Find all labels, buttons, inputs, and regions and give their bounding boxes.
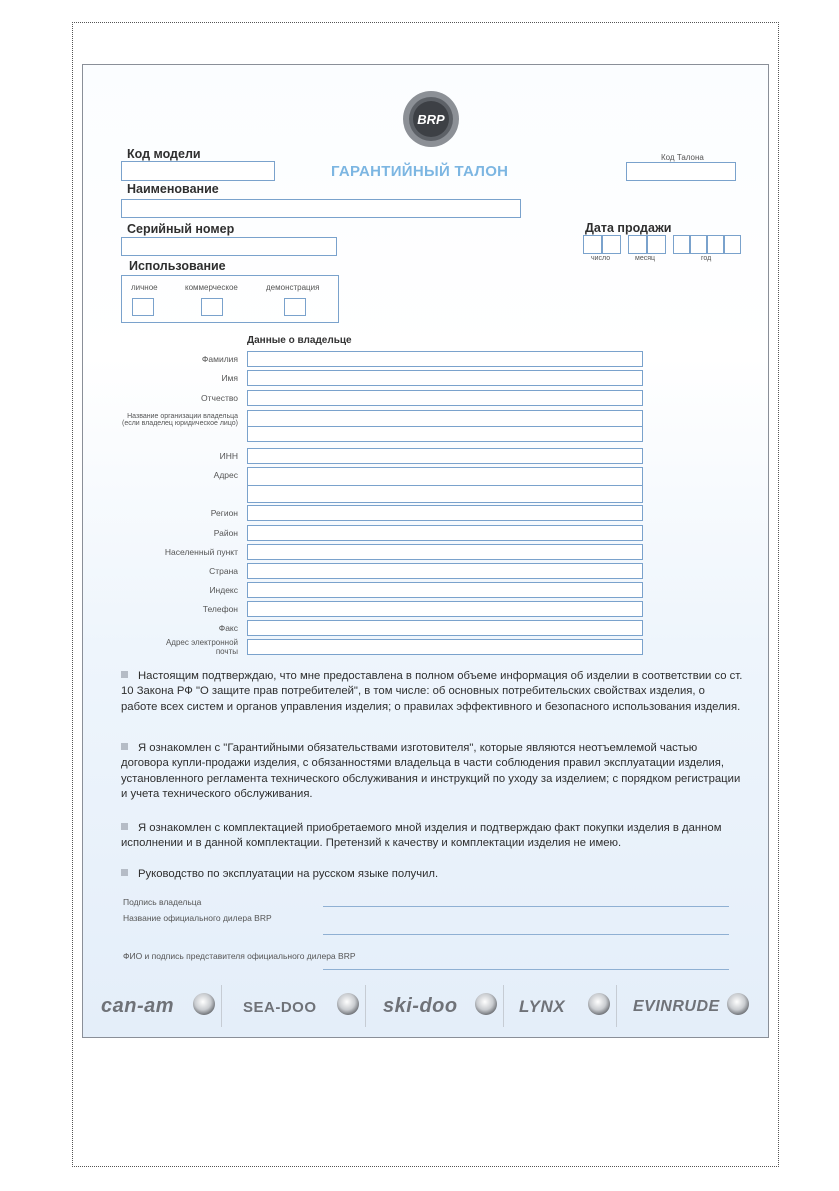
dealer-name-line[interactable] bbox=[323, 934, 729, 935]
serial-field[interactable] bbox=[121, 237, 337, 256]
brand-divider bbox=[365, 985, 366, 1027]
dealer-name-label: Название официального дилера BRP bbox=[123, 913, 272, 923]
region-label: Регион bbox=[210, 508, 238, 518]
owner-heading: Данные о владельце bbox=[247, 335, 352, 346]
coupon-code-field[interactable] bbox=[626, 162, 736, 181]
brand-divider bbox=[221, 985, 222, 1027]
org-field-divider bbox=[247, 426, 643, 427]
owner-signature-label: Подпись владельца bbox=[123, 897, 202, 907]
coupon-code-label: Код Талона bbox=[661, 153, 704, 162]
name-label: Наименование bbox=[127, 182, 219, 196]
statement-3 bbox=[121, 821, 743, 852]
region-field[interactable] bbox=[247, 505, 643, 521]
zip-field[interactable] bbox=[247, 582, 643, 598]
brp-logo-text: BRP bbox=[417, 112, 445, 127]
page-title: ГАРАНТИЙНЫЙ ТАЛОН bbox=[331, 163, 509, 180]
usage-commercial-checkbox[interactable] bbox=[201, 298, 223, 316]
model-code-field[interactable] bbox=[121, 161, 275, 181]
usage-personal-label: личное bbox=[131, 283, 158, 292]
day-digit-1[interactable] bbox=[583, 235, 602, 254]
fax-field[interactable] bbox=[247, 620, 643, 636]
first-name-label: Имя bbox=[221, 373, 238, 383]
statement-2-text: Я ознакомлен с "Гарантийными обязательствами изготовителя", которые являются неотъемлемой частью договора купли-продажи изделия, с обязанностями владельца в части соблюдения правил эксплуатации изделия, установленного регламента технического обслуживания и инструкций по уходу за изделием; с порядком регистрации и учета технического обслуживания. bbox=[121, 742, 741, 801]
serial-label: Серийный номер bbox=[127, 222, 235, 236]
day-caption: число bbox=[591, 255, 611, 262]
brand-ski-doo: ski-doo bbox=[383, 995, 458, 1017]
locality-label: Населенный пункт bbox=[164, 547, 238, 557]
phone-label: Телефон bbox=[202, 604, 238, 614]
brp-gear-icon bbox=[727, 993, 749, 1015]
country-field[interactable] bbox=[247, 563, 643, 579]
month-digit-2[interactable] bbox=[647, 235, 666, 254]
name-field[interactable] bbox=[121, 199, 521, 218]
statement-1-text: Настоящим подтверждаю, что мне предоставлена в полном объеме информация об изделии в соответствии со ст. 10 Закона РФ "О защите прав потребителей", в том числе: об основных потребительских свойствах изделия, о работе всех систем и органов управления изделия; о правилах эффективного и безопасного использования изделия. bbox=[121, 670, 743, 713]
year-digit-4[interactable] bbox=[724, 235, 741, 254]
statement-4-text: Руководство по эксплуатации на русском языке получил. bbox=[138, 868, 439, 880]
org-name-label: Название организации владельца (если владелец юридическое лицо) bbox=[122, 413, 238, 427]
address-field-divider bbox=[247, 485, 643, 486]
year-digit-2[interactable] bbox=[690, 235, 707, 254]
email-label: Адрес электронной почты bbox=[165, 638, 238, 656]
year-digit-3[interactable] bbox=[707, 235, 724, 254]
district-label: Район bbox=[213, 528, 238, 538]
surname-label: Фамилия bbox=[201, 354, 238, 364]
usage-label: Использование bbox=[129, 259, 226, 273]
year-caption: год bbox=[701, 255, 712, 262]
district-field[interactable] bbox=[247, 525, 643, 541]
fax-label: Факс bbox=[218, 623, 238, 633]
bullet-icon bbox=[121, 671, 128, 678]
brand-can-am: can-am bbox=[101, 995, 175, 1017]
bullet-icon bbox=[121, 743, 128, 750]
brand-divider bbox=[503, 985, 504, 1027]
patronymic-field[interactable] bbox=[247, 390, 643, 406]
model-code-label: Код модели bbox=[127, 147, 201, 161]
day-digit-2[interactable] bbox=[602, 235, 621, 254]
brand-sea-doo: SEA-DOO bbox=[243, 999, 317, 1016]
statement-1 bbox=[121, 669, 743, 715]
usage-commercial-label: коммерческое bbox=[185, 283, 238, 292]
brp-logo bbox=[401, 89, 461, 149]
warranty-card bbox=[82, 64, 769, 1038]
month-caption: месяц bbox=[635, 255, 656, 262]
country-label: Страна bbox=[209, 566, 238, 576]
owner-signature-line[interactable] bbox=[323, 906, 729, 907]
brp-gear-icon bbox=[588, 993, 610, 1015]
address-label: Адрес bbox=[213, 470, 238, 480]
dealer-rep-label: ФИО и подпись представителя официального дилера BRP bbox=[123, 951, 356, 961]
surname-field[interactable] bbox=[247, 351, 643, 367]
brp-gear-icon bbox=[337, 993, 359, 1015]
usage-demo-checkbox[interactable] bbox=[284, 298, 306, 316]
brand-divider bbox=[616, 985, 617, 1027]
email-field[interactable] bbox=[247, 639, 643, 655]
inn-field[interactable] bbox=[247, 448, 643, 464]
usage-demo-label: демонстрация bbox=[266, 283, 320, 292]
brp-gear-icon bbox=[193, 993, 215, 1015]
dealer-rep-line[interactable] bbox=[323, 969, 729, 970]
brand-lynx: LYNX bbox=[519, 997, 566, 1016]
brand-evinrude: EVINRUDE bbox=[633, 998, 720, 1015]
sale-date-label: Дата продажи bbox=[585, 221, 672, 235]
locality-field[interactable] bbox=[247, 544, 643, 560]
brp-gear-icon bbox=[475, 993, 497, 1015]
year-digit-1[interactable] bbox=[673, 235, 690, 254]
first-name-field[interactable] bbox=[247, 370, 643, 386]
statement-4 bbox=[121, 867, 743, 882]
zip-label: Индекс bbox=[209, 585, 238, 595]
inn-label: ИНН bbox=[219, 451, 238, 461]
bullet-icon bbox=[121, 869, 128, 876]
statement-3-text: Я ознакомлен с комплектацией приобретаемого мной изделия и подтверждаю факт покупки изделия в данном исполнении и в данной комплектации. Претензий к качеству и комплектации изделия не имею. bbox=[121, 822, 722, 850]
statement-2 bbox=[121, 741, 743, 803]
phone-field[interactable] bbox=[247, 601, 643, 617]
bullet-icon bbox=[121, 823, 128, 830]
usage-personal-checkbox[interactable] bbox=[132, 298, 154, 316]
patronymic-label: Отчество bbox=[201, 393, 238, 403]
month-digit-1[interactable] bbox=[628, 235, 647, 254]
